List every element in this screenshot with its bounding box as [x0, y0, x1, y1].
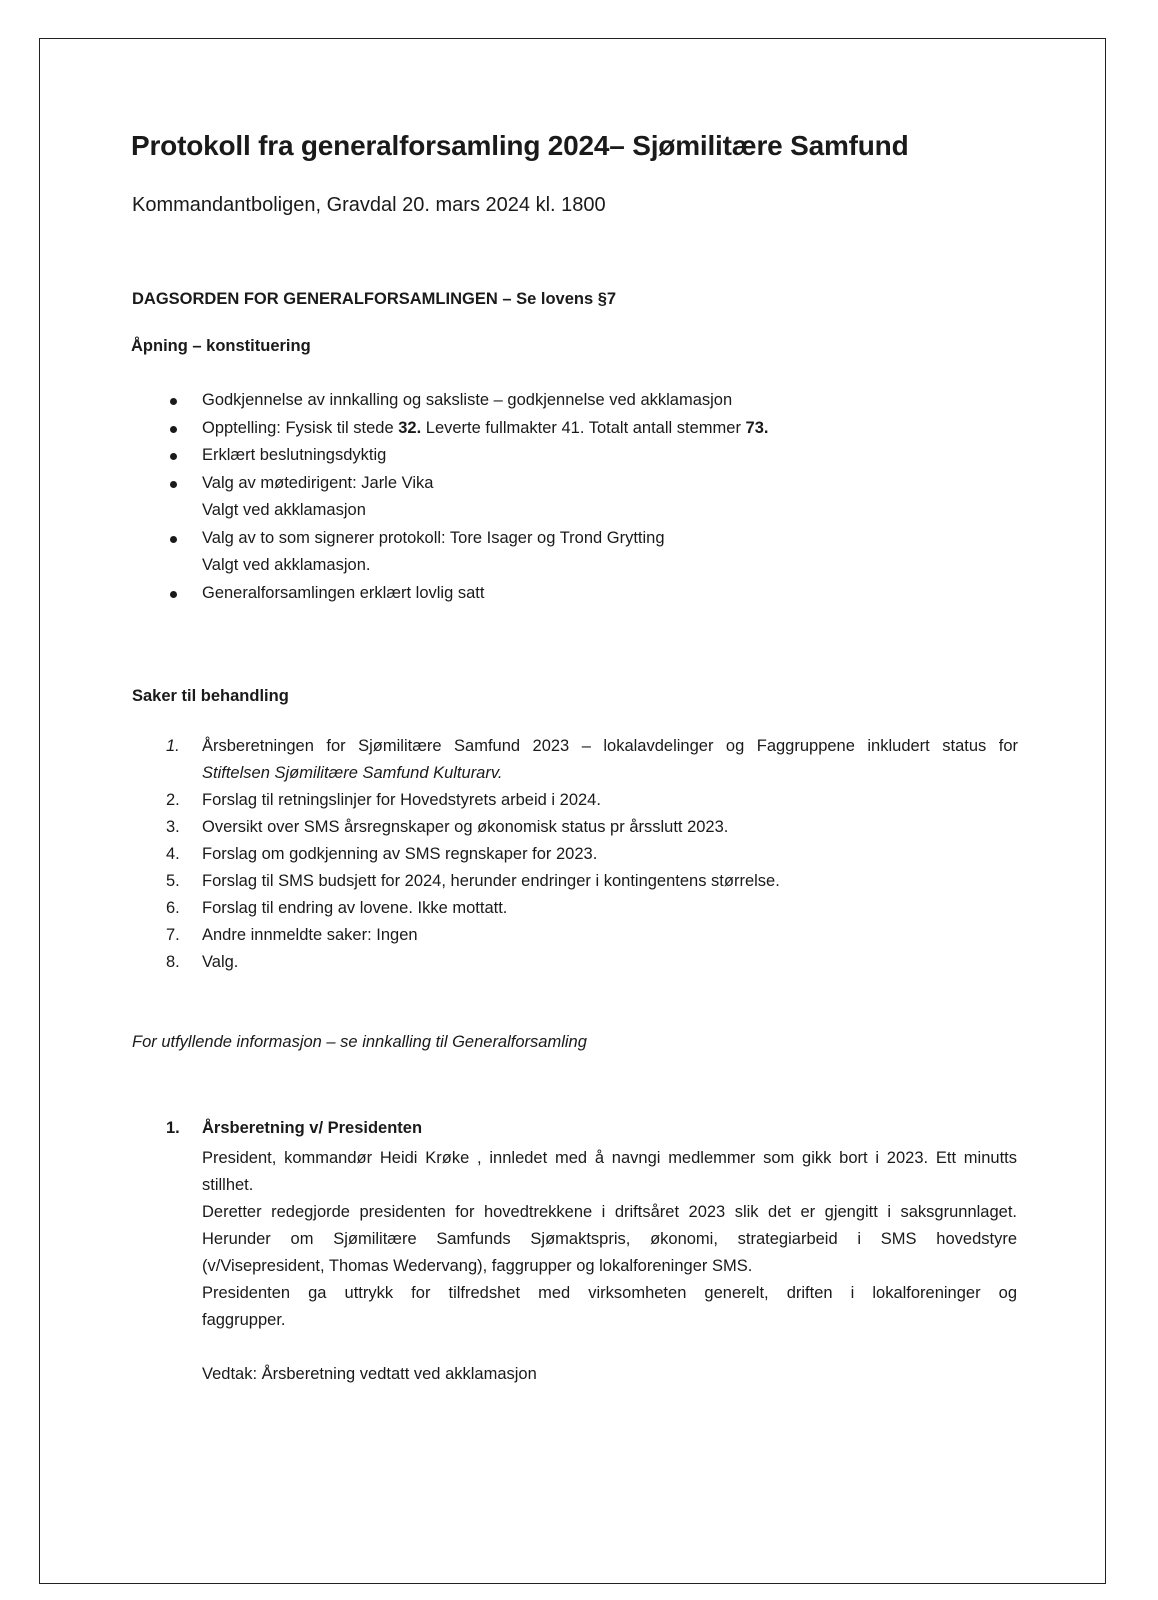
list-item: 6. Forslag til endring av lovene. Ikke mottatt.	[166, 899, 508, 917]
list-item: Opptelling: Fysisk til stede 32. Leverte fullmakter 41. Totalt antall stemmer 73.	[166, 415, 768, 443]
list-item: 2. Forslag til retningslinjer for Hovedstyrets arbeid i 2024.	[166, 791, 601, 809]
paragraph-line: Herunder om Sjømilitære Samfunds Sjømaktspris, økonomi, strategiarbeid i SMS hovedstyre	[202, 1230, 1017, 1248]
list-item: 4. Forslag om godkjenning av SMS regnskaper for 2023.	[166, 845, 598, 863]
list-item: 5. Forslag til SMS budsjett for 2024, herunder endringer i kontingentens størrelse.	[166, 872, 780, 890]
list-item: 7. Andre innmeldte saker: Ingen	[166, 926, 418, 944]
paragraph-line: stillhet.	[202, 1176, 254, 1194]
decision-text: Vedtak: Årsberetning vedtatt ved akklamasjon	[202, 1365, 537, 1383]
paragraph-line: President, kommandør Heidi Krøke , innledet med å navngi medlemmer som gikk bort i 2023. Ett minutts	[202, 1149, 1017, 1167]
opening-list	[166, 387, 768, 607]
list-item: Valg av møtedirigent: Jarle Vika Valgt ved akklamasjon	[166, 470, 768, 525]
list-item: Godkjennelse av innkalling og saksliste – godkjennelse ved akklamasjon	[166, 387, 768, 415]
cases-list	[166, 733, 1018, 976]
list-item: Erklært beslutningsdyktig	[166, 442, 768, 470]
list-item: 1. Årsberetningen for Sjømilitære Samfund 2023 – lokalavdelinger og Faggruppene inkludert status for Stiftelsen Sjømilitære Samfund Kulturarv.	[166, 737, 1018, 782]
list-item: Valg av to som signerer protokoll: Tore Isager og Trond Grytting Valgt ved akklamasjon.	[166, 525, 768, 580]
section-title: Årsberetning v/ Presidenten	[202, 1119, 423, 1137]
paragraph-line: faggrupper.	[202, 1311, 286, 1329]
list-item: 8. Valg.	[166, 953, 239, 971]
document-subtitle: Kommandantboligen, Gravdal 20. mars 2024 kl. 1800	[132, 194, 606, 216]
paragraph-line: (v/Visepresident, Thomas Wedervang), faggrupper og lokalforeninger SMS.	[202, 1257, 753, 1275]
cases-heading: Saker til behandling	[132, 687, 289, 705]
section-number: 1.	[166, 1119, 180, 1137]
paragraph-line: Deretter redegjorde presidenten for hovedtrekkene i driftsåret 2023 slik det er gjengitt i saksgrunnlaget.	[202, 1203, 1017, 1221]
document-title: Protokoll fra generalforsamling 2024– Sjømilitære Samfund	[131, 130, 909, 161]
opening-heading: Åpning – konstituering	[131, 337, 311, 355]
paragraph-line: Presidenten ga uttrykk for tilfredshet med virksomheten generelt, driften i lokalforeninger og	[202, 1284, 1017, 1302]
list-item: 3. Oversikt over SMS årsregnskaper og økonomisk status pr årsslutt 2023.	[166, 818, 729, 836]
section-body	[202, 1145, 1017, 1388]
agenda-heading: DAGSORDEN FOR GENERALFORSAMLINGEN – Se lovens §7	[132, 290, 617, 308]
list-item: Generalforsamlingen erklært lovlig satt	[166, 580, 768, 608]
info-note: For utfyllende informasjon – se innkalling til Generalforsamling	[132, 1033, 587, 1051]
